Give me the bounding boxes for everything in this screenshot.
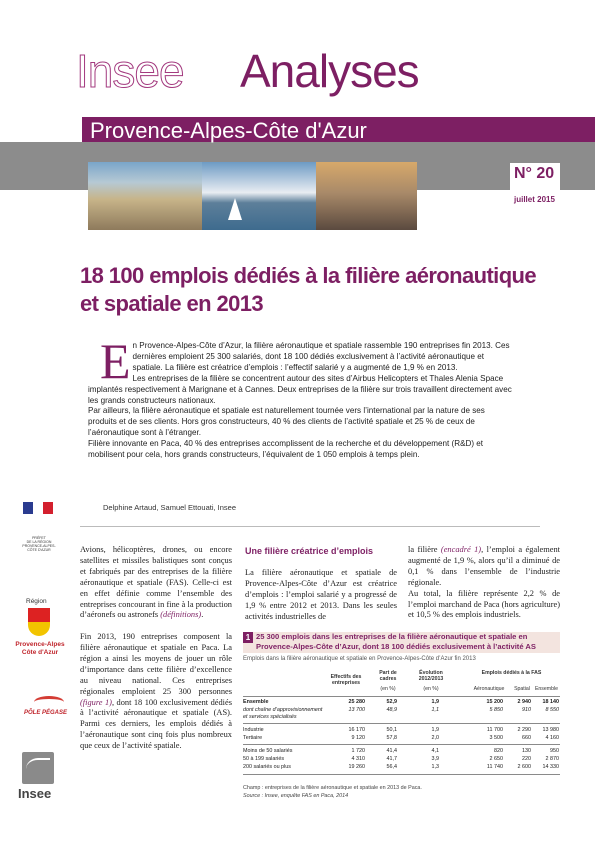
prefecture-line-3: PROVENCE-ALPES- — [22, 544, 56, 548]
header-part-unit: (en %) — [380, 686, 396, 692]
sail-shape — [228, 198, 242, 220]
table-row: Tertiaire 9 120 57,8 2,0 3 500 660 4 160 — [243, 735, 559, 741]
prefecture-line-1: PRÉFET — [32, 536, 46, 540]
link-figure-1[interactable]: (figure 1) — [80, 697, 112, 707]
table-rule — [243, 723, 560, 724]
region-logo — [14, 598, 64, 666]
header-effectifs: Effectifs des entreprises — [330, 674, 362, 687]
table-row: Moins de 50 salariés 1 720 41,4 4,1 820 130 950 — [243, 748, 559, 754]
header-aero: Aéronautique — [473, 686, 505, 692]
brand-insee: Insee — [76, 45, 184, 97]
photo-port — [316, 162, 417, 230]
header-evolution: Évolution 2012/2013 — [418, 670, 444, 683]
drop-cap: E — [100, 333, 131, 389]
body-column-2: La filière aéronautique et spatiale de Provence-Alpes-Côte d’Azur est créatrice d’emplois : l’emploi salarié y a progressé de 1,9 % entre 2012 et 2013. Dans les seules activités industrielles de — [245, 568, 397, 621]
section-heading: Une filière créatrice d’emplois — [245, 546, 374, 556]
link-definitions[interactable]: (définitions) — [160, 610, 202, 620]
region-band — [82, 117, 595, 142]
body-paragraph: Au total, la filière représente 2,2 % de l’emploi marchand de Paca (hors agriculture) et 10,5 % des emplois industriels. — [408, 588, 560, 620]
prefecture-line-4: CÔTE D'AZUR — [27, 548, 51, 552]
table-row: et services spécialisés — [243, 714, 297, 720]
header-evolution-unit: (en %) — [423, 686, 439, 692]
body-paragraph: Fin 2013, 190 entreprises composent la filière aéronautique et spatiale en Paca. La région a ainsi les moyens de jouer un rôle d’importance dans cette filière d’excellence au niveau national. Ces entreprises régionales emploient 25 300 personnes (figure 1), dont 18 100 exclusivement dédiés à l’activité aéronautique et spatiale (AS). Parmi ces derniers, les emplois dédiés à l’aéronautique sont cinq fois plus nombreux que ceux de l’activité spatiale. — [80, 632, 232, 751]
pole-pegase-text: PÔLE PÉGASE — [24, 710, 68, 716]
pole-pegase-logo — [24, 696, 68, 724]
insee-logo — [16, 752, 64, 808]
photo-sailboat — [202, 162, 316, 230]
authors: Delphine Artaud, Samuel Ettouati, Insee — [103, 503, 237, 512]
table-row: Ensemble 25 280 52,9 1,9 15 200 2 940 18 140 — [243, 699, 559, 705]
region-shield-icon — [28, 608, 50, 636]
intro-summary — [88, 333, 513, 461]
table-row: 200 salariés ou plus 19 260 56,4 1,3 11 740 2 600 14 330 — [243, 764, 559, 770]
issue-date: juillet 2015 — [514, 195, 555, 204]
region-logo-name-2: Côte d'Azur — [21, 649, 59, 656]
body-column-1 — [80, 545, 232, 763]
table-row: dont chaîne d’approvisionnement 13 700 48,9 1,1 5 850 910 8 550 — [243, 707, 559, 713]
body-column-3: la filière (encadré 1), l’emploi a également augmenté de 1,9 %, alors qu’il a diminué de 0,1 % dans l’ensemble de l’industrie régionale. Au total, la filière représente 2,2 % de l’emploi marchand de Paca (hors agriculture) et 10,5 % des emplois industriels. — [408, 545, 560, 620]
header-spatial: Spatial — [514, 686, 530, 692]
page-title: 18 100 emplois dédiés à la filière aéronautique et spatiale en 2013 — [80, 263, 537, 316]
issue-number: N° 20 — [514, 165, 555, 182]
figure-field-note: Champ : entreprises de la filière aéronautique et spatiale en 2013 de Paca. — [243, 785, 422, 791]
region-logo-label: Région — [26, 598, 47, 605]
prefecture-logo — [14, 502, 64, 580]
figure-source: Source : Insee, enquête FAS en Paca, 2014 — [243, 793, 349, 799]
figure-title-box — [243, 632, 560, 653]
table-row: 50 à 199 salariés 4 310 41,7 3,9 2 650 220 2 870 — [243, 756, 559, 762]
brand-analyses: Analyses — [240, 45, 419, 97]
wing-icon — [34, 696, 64, 708]
divider — [80, 526, 540, 527]
region-logo-name-1: Provence-Alpes — [15, 641, 65, 648]
insee-logo-text: Insee — [18, 786, 52, 801]
intro-paragraph-4: Filière innovante en Paca, 40 % des entreprises accomplissent de la recherche et du développement (R&D) et mobilisent pour cela, hors grands constructeurs, l’équivalent de 1 050 emplois à temps plein. — [88, 439, 484, 460]
issue-box — [510, 163, 560, 190]
table-rule — [243, 774, 560, 775]
prefecture-line-2: DE LA RÉGION — [26, 540, 52, 544]
intro-paragraph-3: Par ailleurs, la filière aéronautique et spatiale est naturellement tournée vers l’international par la nature de ses produits et de ses clients. Hors gros constructeurs, 40 % des clients de l’activité spatiale et 25 % de ceux de l’aéronautique sont à l’étranger. — [88, 406, 485, 438]
table-row: Industrie 16 170 50,1 1,9 11 700 2 290 13 980 — [243, 727, 559, 733]
header-fas: Emplois dédiés à la FAS — [481, 670, 542, 676]
intro-paragraph-2: Les entreprises de la filière se concentrent autour des sites d’Airbus Helicopters et Thales Alenia Space implantés respectivement à Marignane et à Cannes. Deux entreprises de la filière sur trois travaillent directement avec les grands constructeurs nationaux. — [88, 373, 512, 405]
photo-marseille — [88, 162, 202, 230]
figure-title: 25 300 emplois dans les entreprises de la filière aéronautique et spatiale en Provence-Alpes-Côte d’Azur, dont 18 100 dédiés exclusivement à l’activité AS — [256, 632, 536, 652]
header-part-cadres: Part de cadres — [379, 670, 397, 683]
data-table — [243, 668, 560, 782]
figure-number: 1 — [243, 632, 253, 643]
insee-mark-icon — [22, 752, 54, 784]
republic-flag-icon — [23, 502, 53, 514]
intro-paragraph-1: n Provence-Alpes-Côte d’Azur, la filière aéronautique et spatiale rassemble 190 entreprises fin 2013. Ces dernières emploient 25 300 salariés, dont 18 100 dédiés exclusivement à l’activité aéronautique et spatiale. La filière est créatrice d’emplois : l’effectif salarié y a augmenté de 1,9 % en 2013. — [132, 341, 510, 372]
region-title: Provence-Alpes-Côte d'Azur — [90, 118, 367, 143]
body-paragraph: Avions, hélicoptères, drones, ou encore satellites et missiles balistiques sont conçus et fabriqués par des entreprises de la filière aéronautique et spatiale (FAS). Celle-ci est en effet définie comme l’ensemble des entreprises concourant in fine à la production d’aéronefs ou astronefs (définitions). — [80, 545, 232, 620]
table-rule — [243, 696, 560, 697]
figure-subtitle: Emplois dans la filière aéronautique et spatiale en Provence-Alpes-Côte d’Azur fin 2013 — [243, 656, 476, 662]
header-ensemble: Ensemble — [534, 686, 559, 692]
table-rule — [243, 744, 560, 745]
link-encadre-1[interactable]: (encadré 1) — [440, 545, 482, 554]
